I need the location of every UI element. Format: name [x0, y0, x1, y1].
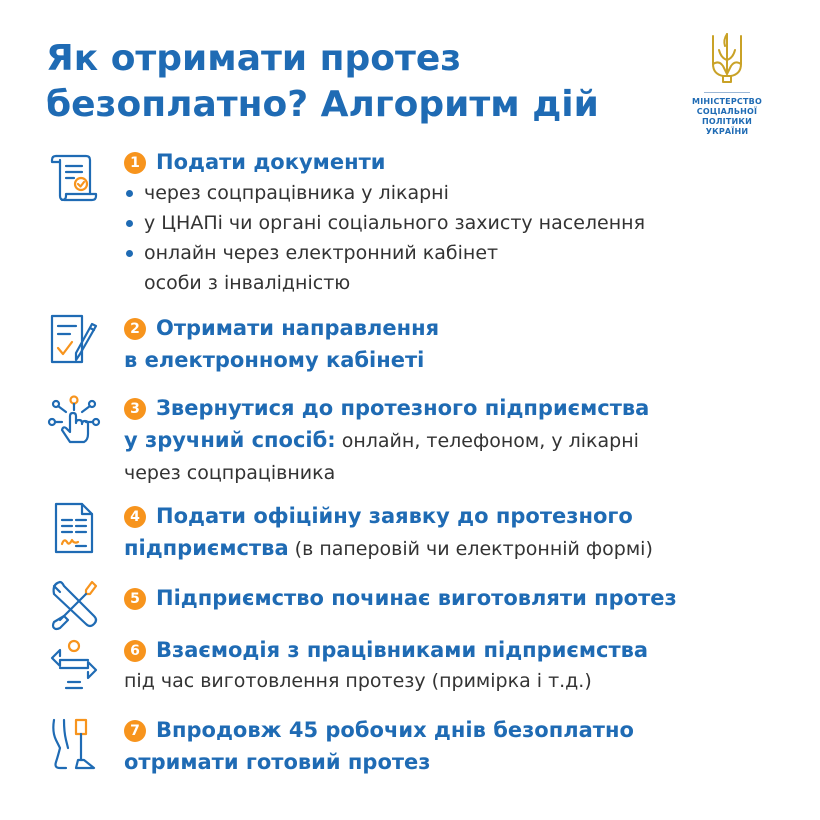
step-1-heading: Подати документи — [156, 150, 386, 174]
step-6-heading: Взаємодія з працівниками підприємства — [156, 638, 649, 662]
list-item: онлайн через електронний кабінет — [124, 238, 784, 268]
gear-exchange-icon — [46, 638, 102, 694]
page-title — [46, 36, 666, 128]
step-4-heading-line2: підприємства — [124, 536, 289, 560]
wrench-screwdriver-icon — [46, 576, 102, 632]
step-4-badge: 4 — [124, 506, 146, 528]
page-title-line1: Як отримати протез — [46, 38, 462, 79]
ministry-line2: СОЦІАЛЬНОЇ ПОЛІТИКИ — [696, 107, 758, 126]
step-1-badge: 1 — [124, 152, 146, 174]
step-2-heading-line2: в електронному кабінеті — [124, 348, 425, 372]
list-item: через соцпрацівника у лікарні — [124, 178, 784, 208]
trident-icon — [707, 30, 747, 88]
touch-network-icon — [46, 394, 102, 450]
document-scroll-icon — [46, 150, 102, 206]
step-3-heading-line1: Звернутися до протезного підприємства — [156, 396, 650, 420]
step-6-badge: 6 — [124, 640, 146, 662]
step-3-plain-tail: онлайн, телефоном, у лікарні — [335, 430, 639, 452]
list-item: у ЦНАПі чи органі соціального захисту населення — [124, 208, 784, 238]
prosthetic-leg-icon — [46, 716, 102, 772]
step-4-heading-line1: Подати офіційну заявку до протезного — [156, 504, 633, 528]
step-7-heading-line2: отримати готовий протез — [124, 750, 431, 774]
step-5-badge: 5 — [124, 588, 146, 610]
step-3-badge: 3 — [124, 398, 146, 420]
ministry-logo — [672, 30, 782, 137]
step-3-heading-line2: у зручний спосіб: — [124, 428, 336, 452]
page-title-line2: безоплатно? Алгоритм дій — [46, 84, 599, 125]
step-7-heading-line1: Впродовж 45 робочих днів безоплатно — [156, 718, 634, 742]
ministry-line1: МІНІСТЕРСТВО — [692, 97, 762, 106]
ministry-line3: УКРАЇНИ — [705, 127, 749, 136]
step-1-bullet-continuation: особи з інвалідністю — [144, 272, 351, 294]
step-3-plain-line3: через соцпрацівника — [124, 462, 336, 484]
step-5-heading: Підприємство починає виготовляти протез — [156, 586, 677, 610]
step-4-plain-tail: (в паперовій чи електронній формі) — [288, 538, 653, 560]
step-7-badge: 7 — [124, 720, 146, 742]
step-1-bullets — [124, 178, 784, 268]
logo-divider — [704, 92, 750, 93]
step-6-plain-line2: під час виготовлення протезу (примірка і т.д.) — [124, 670, 592, 692]
signed-document-icon — [46, 500, 102, 556]
checklist-pen-icon — [46, 312, 102, 368]
step-2-badge: 2 — [124, 318, 146, 340]
step-2-heading-line1: Отримати направлення — [156, 316, 440, 340]
ministry-name — [672, 97, 782, 137]
